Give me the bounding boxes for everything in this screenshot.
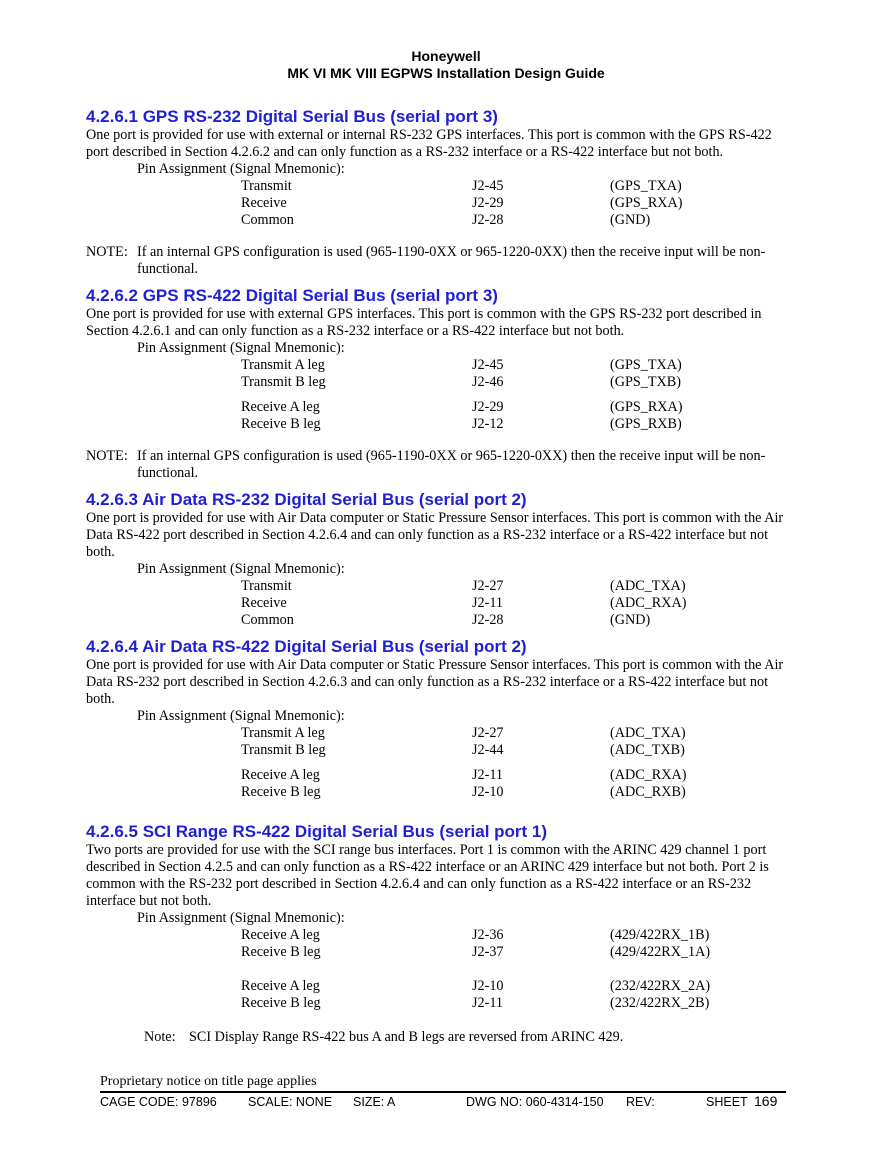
- signal-mnemonic: (GPS_TXA): [610, 178, 682, 194]
- sheet-label: SHEET: [706, 1095, 748, 1109]
- table-row: [241, 978, 750, 995]
- pin-assignment-label: Pin Assignment (Signal Mnemonic):: [137, 340, 345, 356]
- signal-name: Receive A leg: [241, 767, 320, 783]
- pin-number: J2-45: [472, 357, 504, 373]
- table-row: [241, 725, 750, 742]
- signal-name: Receive A leg: [241, 978, 320, 994]
- pin-number: J2-11: [472, 995, 504, 1011]
- note: [86, 448, 796, 482]
- cage-code: CAGE CODE: 97896: [100, 1095, 217, 1109]
- note-label: NOTE:: [86, 448, 128, 464]
- note-text: If an internal GPS configuration is used (965-1190-0XX or 965-1220-0XX) then the receive input will be non-functional.: [137, 244, 766, 277]
- signal-name: Receive: [241, 195, 287, 211]
- pin-number: J2-11: [472, 767, 504, 783]
- pin-number: J2-11: [472, 595, 504, 611]
- table-row: [241, 784, 750, 801]
- section-body: Two ports are provided for use with the SCI range bus interfaces. Port 1 is common with the ARINC 429 channel 1 port described in Section 4.2.5 and can only function as a RS-422 interface or an ARINC 429 interface but not both. Port 2 is common with the RS-232 port described in Section 4.2.6.4 and can only function as a RS-422 interface or an RS-232 interface but not both.: [86, 842, 769, 909]
- signal-mnemonic: (232/422RX_2B): [610, 995, 710, 1011]
- pin-number: J2-36: [472, 927, 504, 943]
- signal-mnemonic: (ADC_TXA): [610, 725, 686, 741]
- document-title: MK VI MK VIII EGPWS Installation Design Guide: [287, 65, 605, 81]
- section-body: One port is provided for use with external GPS interfaces. This port is common with the GPS RS-232 port described in Section 4.2.6.1 and can only function as a RS-232 interface or a RS-422 interface but not both.: [86, 306, 762, 339]
- note-label: Note:: [144, 1029, 176, 1045]
- signal-mnemonic: (GPS_TXA): [610, 357, 682, 373]
- signal-mnemonic: (429/422RX_1A): [610, 944, 711, 960]
- pin-number: J2-28: [472, 212, 504, 228]
- signal-mnemonic: (429/422RX_1B): [610, 927, 710, 943]
- title-block: [100, 1093, 786, 1113]
- pin-assignment-table: [241, 357, 750, 433]
- signal-name: Receive A leg: [241, 927, 320, 943]
- pin-number: J2-29: [472, 195, 504, 211]
- note-label: NOTE:: [86, 244, 128, 260]
- table-row: [241, 995, 750, 1012]
- signal-name: Receive: [241, 595, 287, 611]
- section-heading: 4.2.6.4 Air Data RS-422 Digital Serial Bus (serial port 2): [86, 637, 527, 656]
- signal-mnemonic: (ADC_RXA): [610, 767, 687, 783]
- pin-number: J2-44: [472, 742, 504, 758]
- pin-assignment-table: [241, 578, 750, 629]
- sheet-number: 169: [754, 1093, 778, 1109]
- size: SIZE: A: [353, 1095, 396, 1109]
- pin-number: J2-10: [472, 978, 504, 994]
- table-row: [241, 944, 750, 961]
- table-row: [241, 357, 750, 374]
- signal-mnemonic: (ADC_RXB): [610, 784, 686, 800]
- company-name: Honeywell: [411, 48, 481, 64]
- section-4-2-6-3: [86, 489, 796, 629]
- section-heading: 4.2.6.3 Air Data RS-232 Digital Serial Bus (serial port 2): [86, 490, 527, 509]
- signal-mnemonic: (GPS_RXA): [610, 399, 683, 415]
- pin-assignment-table: [241, 725, 750, 801]
- pin-number: J2-37: [472, 944, 504, 960]
- pin-number: J2-27: [472, 578, 504, 594]
- table-row: [241, 595, 750, 612]
- page-footer: [100, 1073, 786, 1113]
- signal-mnemonic: (GPS_RXA): [610, 195, 683, 211]
- section-body: One port is provided for use with Air Data computer or Static Pressure Sensor interfaces. This port is common with the Air Data RS-232 port described in Section 4.2.6.3 and can only function as a RS-232 interface or a RS-422 interface but not both.: [86, 657, 784, 707]
- pin-assignment-label: Pin Assignment (Signal Mnemonic):: [137, 161, 345, 177]
- signal-name: Transmit: [241, 178, 292, 194]
- section-body: One port is provided for use with Air Data computer or Static Pressure Sensor interfaces. This port is common with the Air Data RS-422 port described in Section 4.2.6.4 and can only function as a RS-232 interface or a RS-422 interface but not both.: [86, 510, 784, 560]
- signal-name: Common: [241, 212, 294, 228]
- signal-name: Receive B leg: [241, 784, 321, 800]
- signal-mnemonic: (GPS_TXB): [610, 374, 681, 390]
- revision: REV:: [626, 1095, 655, 1109]
- pin-assignment-label: Pin Assignment (Signal Mnemonic):: [137, 708, 345, 724]
- scale: SCALE: NONE: [248, 1095, 333, 1109]
- note: [86, 244, 796, 278]
- section-heading: 4.2.6.5 SCI Range RS-422 Digital Serial Bus (serial port 1): [86, 822, 548, 841]
- table-row: [241, 178, 750, 195]
- signal-name: Transmit B leg: [241, 374, 326, 390]
- section-4-2-6-2: [86, 285, 796, 482]
- pin-assignment-table: [241, 927, 750, 1012]
- signal-mnemonic: (GND): [610, 212, 651, 228]
- table-row: [241, 212, 750, 229]
- page-header: [0, 48, 892, 82]
- table-row: [241, 399, 750, 416]
- signal-name: Common: [241, 612, 294, 628]
- pin-assignment-label: Pin Assignment (Signal Mnemonic):: [137, 910, 345, 926]
- signal-mnemonic: (ADC_RXA): [610, 595, 687, 611]
- section-4-2-6-5: [86, 821, 796, 1046]
- signal-name: Receive B leg: [241, 995, 321, 1011]
- pin-number: J2-12: [472, 416, 504, 432]
- section-body: One port is provided for use with external or internal RS-232 GPS interfaces. This port is common with the GPS RS-422 port described in Section 4.2.6.2 and can only function as a RS-232 interface or a RS-422 interface but not both.: [86, 127, 772, 160]
- signal-mnemonic: (GPS_RXB): [610, 416, 682, 432]
- note: [86, 1029, 796, 1046]
- section-4-2-6-1: [86, 106, 796, 278]
- signal-name: Receive B leg: [241, 416, 321, 432]
- signal-mnemonic: (232/422RX_2A): [610, 978, 711, 994]
- table-row: [241, 612, 750, 629]
- table-row: [241, 374, 750, 391]
- drawing-number: DWG NO: 060-4314-150: [466, 1095, 604, 1109]
- table-row: [241, 578, 750, 595]
- pin-assignment-table: [241, 178, 750, 229]
- table-row: [241, 767, 750, 784]
- section-4-2-6-4: [86, 636, 796, 801]
- pin-assignment-label: Pin Assignment (Signal Mnemonic):: [137, 561, 345, 577]
- signal-name: Transmit: [241, 578, 292, 594]
- signal-mnemonic: (ADC_TXB): [610, 742, 685, 758]
- signal-name: Transmit A leg: [241, 725, 325, 741]
- signal-name: Transmit A leg: [241, 357, 325, 373]
- proprietary-notice: Proprietary notice on title page applies: [100, 1074, 317, 1089]
- table-row: [241, 195, 750, 212]
- pin-number: J2-28: [472, 612, 504, 628]
- pin-number: J2-10: [472, 784, 504, 800]
- pin-number: J2-29: [472, 399, 504, 415]
- signal-mnemonic: (GND): [610, 612, 651, 628]
- note-text: SCI Display Range RS-422 bus A and B legs are reversed from ARINC 429.: [189, 1029, 624, 1045]
- pin-number: J2-46: [472, 374, 504, 390]
- signal-name: Receive B leg: [241, 944, 321, 960]
- note-text: If an internal GPS configuration is used (965-1190-0XX or 965-1220-0XX) then the receive input will be non-functional.: [137, 448, 766, 481]
- section-heading: 4.2.6.1 GPS RS-232 Digital Serial Bus (serial port 3): [86, 107, 498, 126]
- table-row: [241, 416, 750, 433]
- signal-name: Receive A leg: [241, 399, 320, 415]
- pin-number: J2-27: [472, 725, 504, 741]
- table-row: [241, 742, 750, 759]
- section-heading: 4.2.6.2 GPS RS-422 Digital Serial Bus (serial port 3): [86, 286, 498, 305]
- signal-mnemonic: (ADC_TXA): [610, 578, 686, 594]
- table-row: [241, 927, 750, 944]
- signal-name: Transmit B leg: [241, 742, 326, 758]
- document-body: [86, 106, 796, 1046]
- pin-number: J2-45: [472, 178, 504, 194]
